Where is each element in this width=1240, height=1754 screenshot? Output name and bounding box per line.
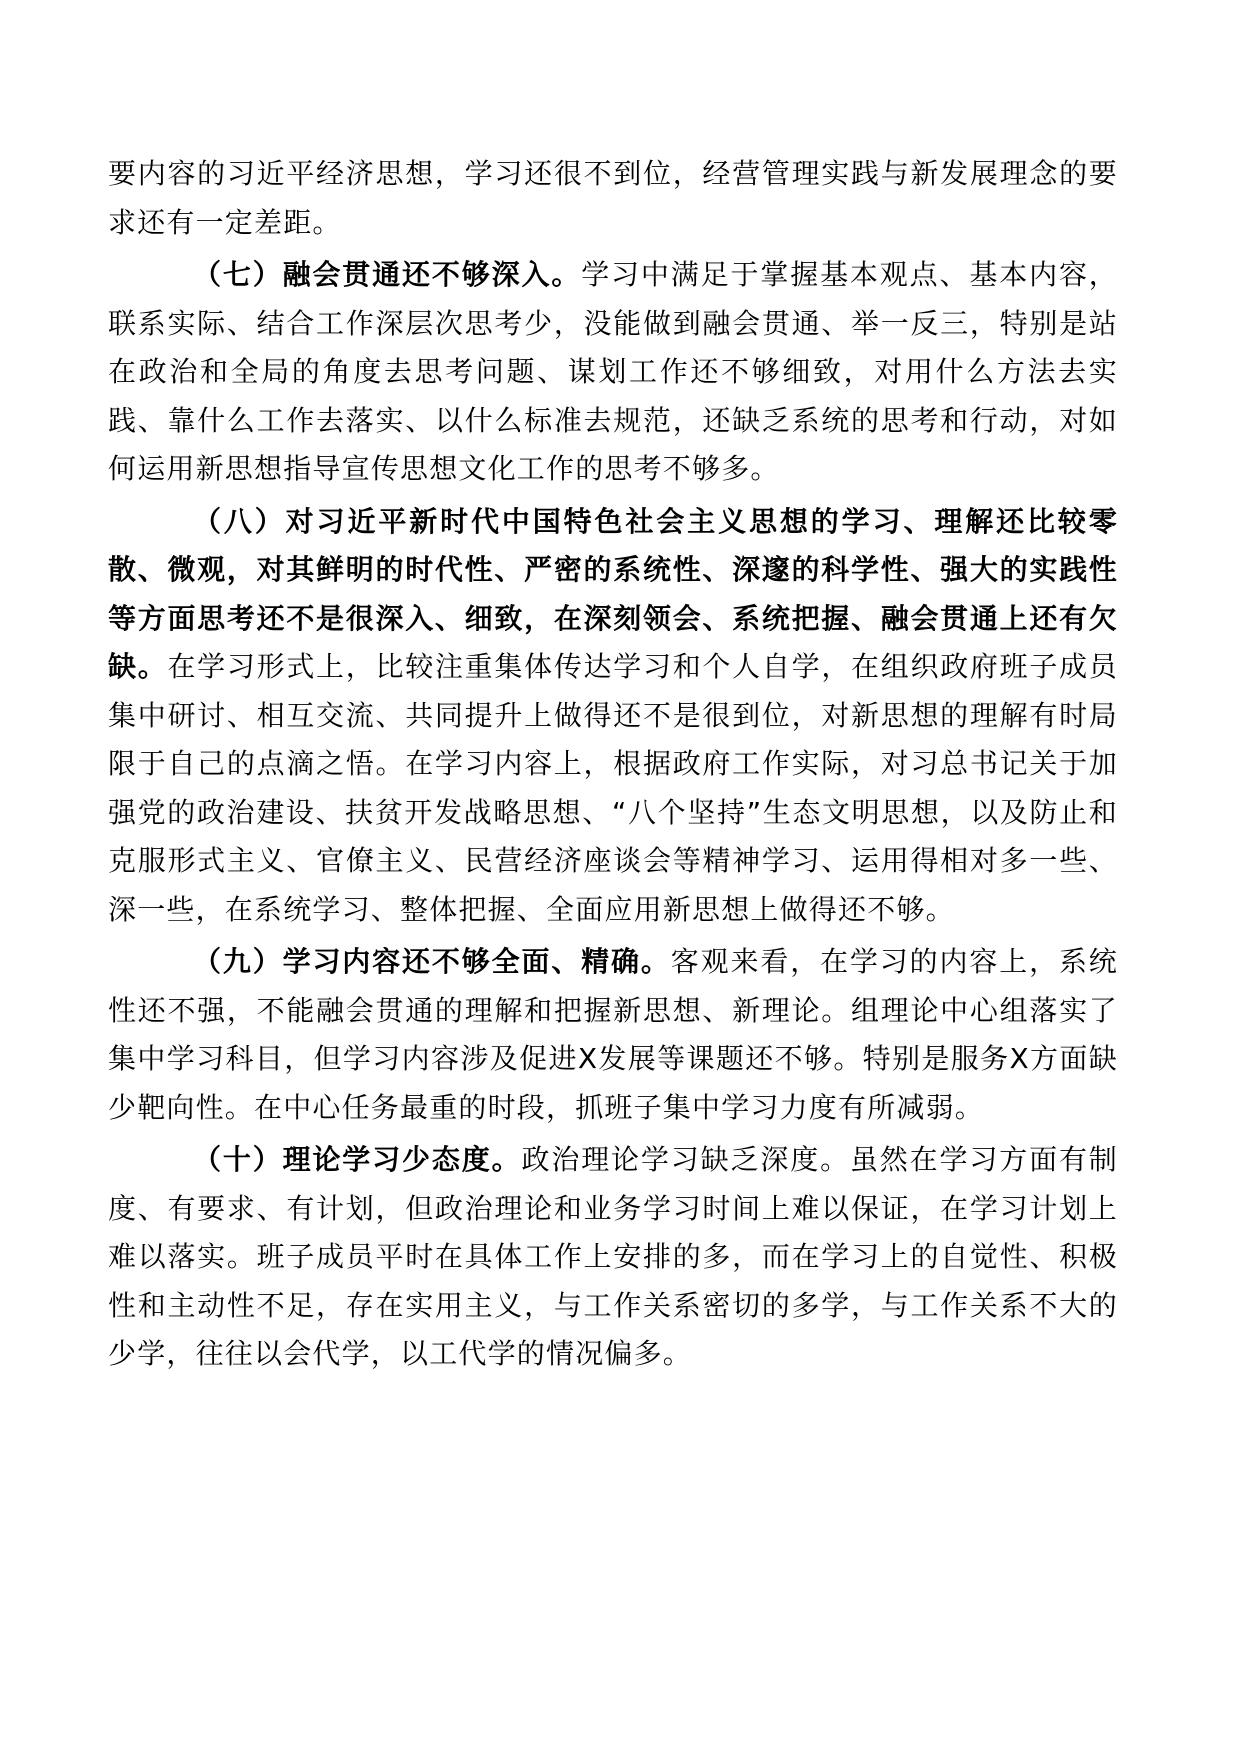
paragraph-section-7 bbox=[108, 251, 1118, 494]
section-body-7: 学习中满足于掌握基本观点、基本内容，联系实际、结合工作深层次思考少，没能做到融会贯通、举一反三，特别是站在政治和全局的角度去思考问题、谋划工作还不够细致，对用什么方法去实践、靠什么工作去落实、以什么标准去规范，还缺乏系统的思考和行动，对如何运用新思想指导宣传思想文化工作的思考不够多。 bbox=[108, 258, 1118, 485]
section-heading-8: （八）对习近平新时代中国特色社会主义思想的学习、理解还比较零散、微观，对其鲜明的时代性、严密的系统性、深邃的科学性、强大的实践性等方面思考还不是很深入、细致，在深刻领会、系统把握、融会贯通上还有欠缺。 bbox=[108, 504, 1118, 683]
section-body-9: 客观来看，在学习的内容上，系统性还不强，不能融会贯通的理解和把握新思想、新理论。组理论中心组落实了集中学习科目，但学习内容涉及促进X发展等课题还不够。特别是服务X方面缺少靶向性。在中心任务最重的时段，抓班子集中学习力度有所减弱。 bbox=[108, 945, 1118, 1124]
paragraph-section-8 bbox=[108, 498, 1118, 935]
section-body-10: 政治理论学习缺乏深度。虽然在学习方面有制度、有要求、有计划，但政治理论和业务学习时间上难以保证，在学习计划上难以落实。班子成员平时在具体工作上安排的多，而在学习上的自觉性、积极性和主动性不足，存在实用主义，与工作关系密切的多学，与工作关系不大的少学，往往以会代学，以工代学的情况偏多。 bbox=[108, 1143, 1118, 1370]
paragraph-text: 要内容的习近平经济思想，学习还很不到位，经营管理实践与新发展理念的要求还有一定差距。 bbox=[108, 157, 1118, 239]
section-heading-10: （十）理论学习少态度。 bbox=[193, 1143, 522, 1176]
section-heading-9: （九）学习内容还不够全面、精确。 bbox=[193, 945, 671, 978]
paragraph-continuation bbox=[108, 150, 1118, 247]
paragraph-section-10 bbox=[108, 1136, 1118, 1379]
paragraph-section-9 bbox=[108, 938, 1118, 1132]
section-heading-7: （七）融会贯通还不够深入。 bbox=[193, 258, 582, 291]
document-page bbox=[108, 150, 1118, 1379]
section-body-8: 在学习形式上，比较注重集体传达学习和个人自学，在组织政府班子成员集中研讨、相互交流、共同提升上做得还不是很到位，对新思想的理解有时局限于自己的点滴之悟。在学习内容上，根据政府工作实际，对习总书记关于加强党的政治建设、扶贫开发战略思想、“八个坚持”生态文明思想，以及防止和克服形式主义、官僚主义、民营经济座谈会等精神学习、运用得相对多一些、深一些，在系统学习、整体把握、全面应用新思想上做得还不够。 bbox=[108, 650, 1119, 926]
